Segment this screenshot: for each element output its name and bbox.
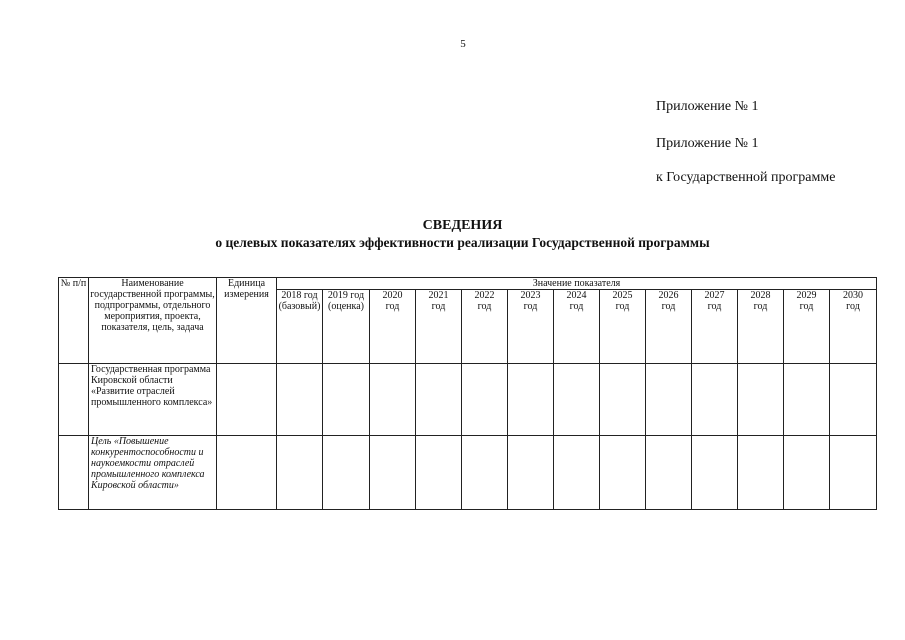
value-cell	[692, 364, 738, 436]
value-cell	[646, 436, 692, 510]
appendix-line-3: к Государственной программе	[656, 170, 836, 185]
value-cell	[738, 364, 784, 436]
header-year: 2027 год	[692, 290, 738, 364]
value-cell	[416, 364, 462, 436]
value-cell	[554, 436, 600, 510]
header-year: 2025 год	[600, 290, 646, 364]
row-num	[59, 436, 89, 510]
value-cell	[370, 436, 416, 510]
value-cell	[554, 364, 600, 436]
row-name: Государственная программа Кировской области «Развитие отраслей промышленного комплекса»	[89, 364, 217, 436]
value-cell	[277, 436, 323, 510]
value-cell	[830, 436, 877, 510]
document-subtitle: о целевых показателях эффективности реализации Государственной программы	[215, 235, 710, 250]
header-year: 2019 год (оценка)	[323, 290, 370, 364]
row-name: Цель «Повышение конкурентоспособности и наукоемкости отраслей промышленного комплекса Кировской области»	[89, 436, 217, 510]
value-cell	[738, 436, 784, 510]
header-num: № п/п	[59, 278, 89, 364]
header-name: Наименование государственной программы, подпрограммы, отдельного мероприятия, проекта, показателя, цель, задача	[89, 278, 217, 364]
page-number: 5	[460, 38, 466, 50]
document-title: СВЕДЕНИЯ	[422, 218, 503, 233]
header-year: 2018 год (базовый)	[277, 290, 323, 364]
value-cell	[600, 364, 646, 436]
value-cell	[784, 364, 830, 436]
header-values-group: Значение показателя	[277, 278, 877, 290]
value-cell	[508, 436, 554, 510]
header-year: 2022 год	[462, 290, 508, 364]
value-cell	[462, 436, 508, 510]
table-row	[59, 364, 877, 436]
value-cell	[370, 364, 416, 436]
value-cell	[277, 364, 323, 436]
appendix-line-2: Приложение № 1	[656, 136, 759, 151]
value-cell	[830, 364, 877, 436]
row-unit	[217, 436, 277, 510]
value-cell	[462, 364, 508, 436]
value-cell	[784, 436, 830, 510]
header-unit: Единица измерения	[217, 278, 277, 364]
header-year: 2024 год	[554, 290, 600, 364]
header-year: 2021 год	[416, 290, 462, 364]
header-year: 2030 год	[830, 290, 877, 364]
value-cell	[508, 364, 554, 436]
header-year: 2029 год	[784, 290, 830, 364]
row-num	[59, 364, 89, 436]
header-year: 2028 год	[738, 290, 784, 364]
appendix-line-1: Приложение № 1	[656, 99, 759, 114]
indicators-table	[58, 277, 877, 510]
header-year: 2026 год	[646, 290, 692, 364]
table-row	[59, 436, 877, 510]
value-cell	[323, 436, 370, 510]
value-cell	[646, 364, 692, 436]
value-cell	[323, 364, 370, 436]
value-cell	[600, 436, 646, 510]
value-cell	[416, 436, 462, 510]
value-cell	[692, 436, 738, 510]
header-year: 2023 год	[508, 290, 554, 364]
row-unit	[217, 364, 277, 436]
header-year: 2020 год	[370, 290, 416, 364]
